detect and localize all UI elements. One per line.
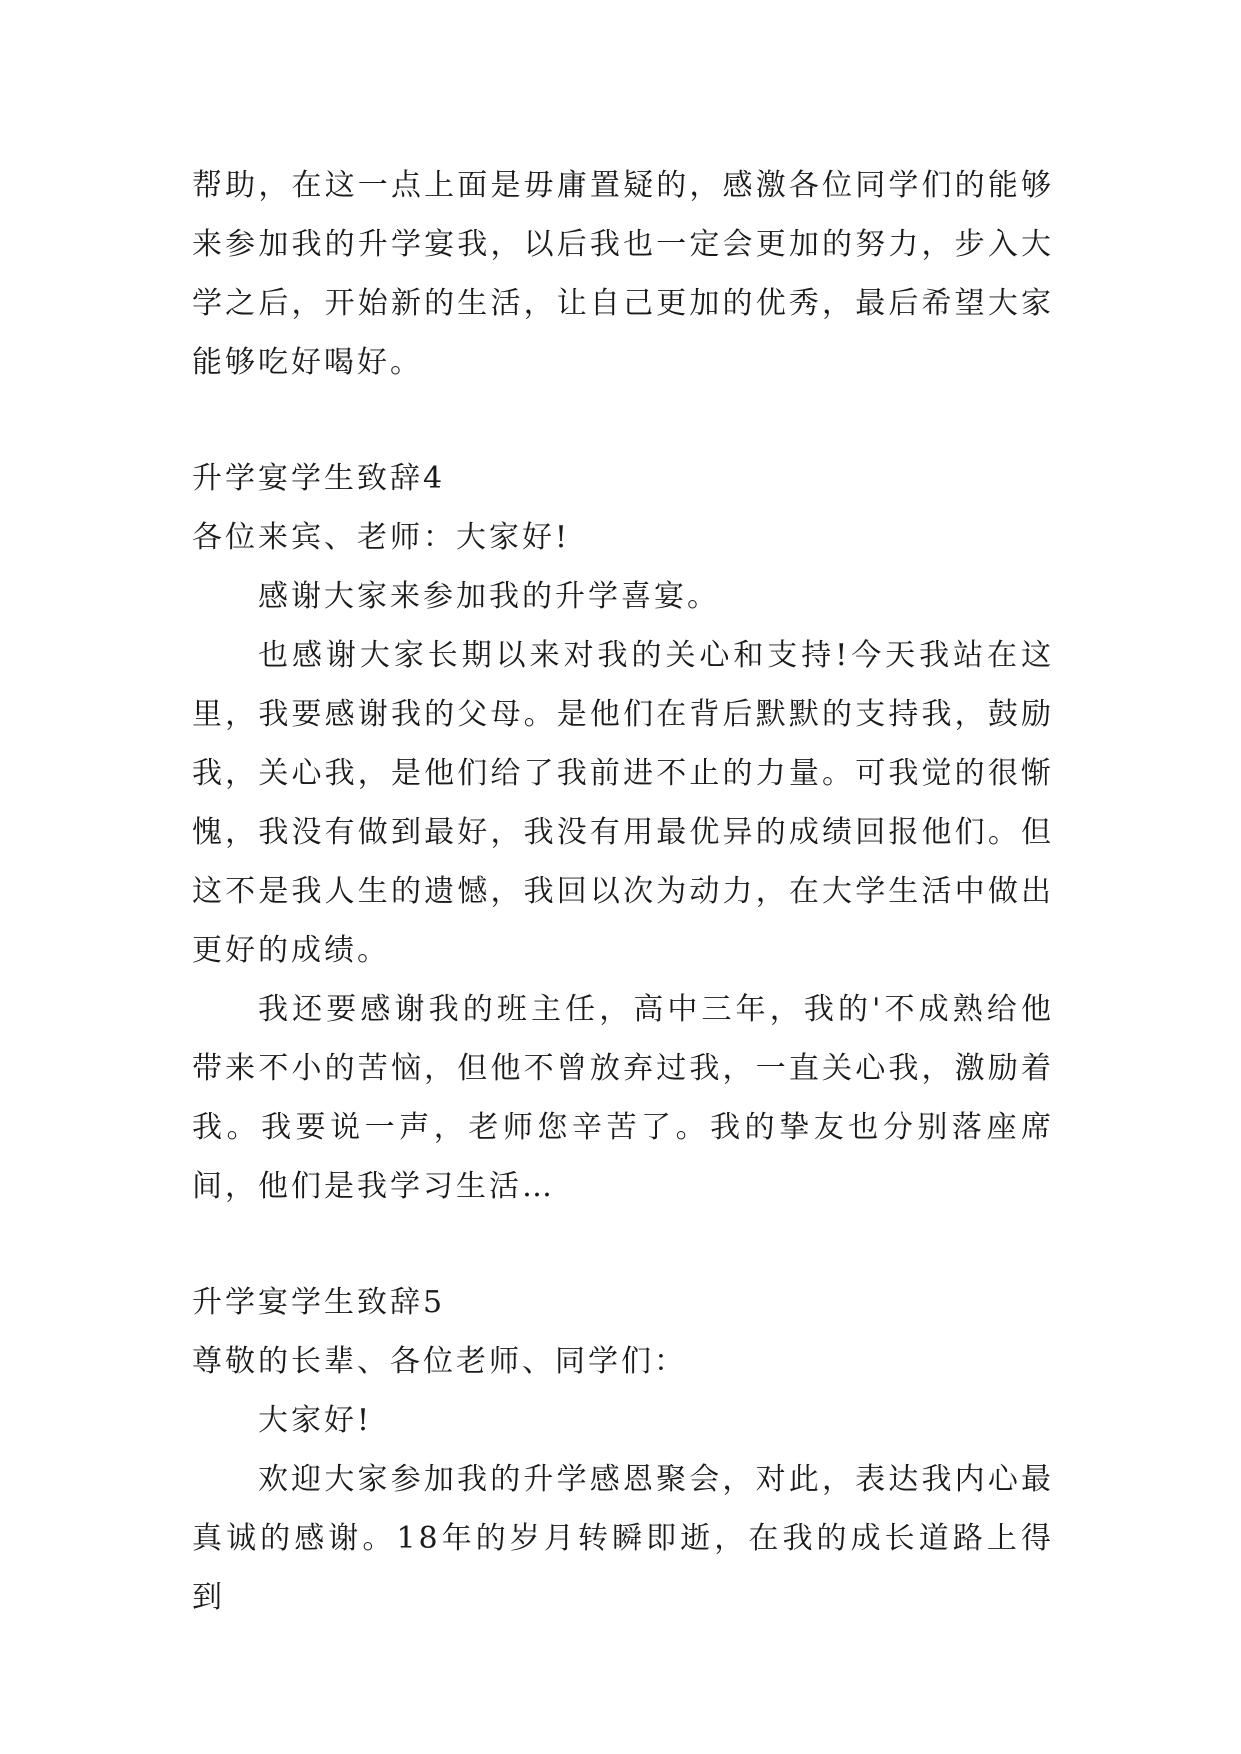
- intro-paragraph: 帮助，在这一点上面是毋庸置疑的，感激各位同学们的能够来参加我的升学宴我，以后我也一定会更加的努力，步入大学之后，开始新的生活，让自己更加的优秀，最后希望大家能够吃好喝好。: [192, 168, 1054, 380]
- section-5-paragraph: 欢迎大家参加我的升学感恩聚会，对此，表达我内心最真诚的感谢。18年的岁月转瞬即逝，在我的成长道路上得到: [192, 1462, 1054, 1615]
- section-5-paragraph: 大家好!: [258, 1403, 373, 1438]
- section-4-salutation: 各位来宾、老师：大家好!: [192, 520, 571, 555]
- section-gap: [192, 392, 1054, 449]
- section-4-heading: 升学宴学生致辞4: [192, 461, 446, 496]
- section-4-paragraph: 也感谢大家长期以来对我的关心和支持!今天我站在这里，我要感谢我的父母。是他们在背后默默的支持我，鼓励我，关心我，是他们给了我前进不止的力量。可我觉的很惭愧，我没有做到最好，我没有用最优异的成绩回报他们。但这不是我人生的遗憾，我回以次为动力，在大学生活中做出更好的成绩。: [192, 638, 1054, 968]
- section-gap: [192, 1216, 1054, 1273]
- document-body: [192, 156, 1054, 1627]
- section-5-salutation: 尊敬的长辈、各位老师、同学们：: [192, 1344, 687, 1379]
- section-4-paragraph: 感谢大家来参加我的升学喜宴。: [258, 579, 720, 614]
- section-4-paragraph: 我还要感谢我的班主任，高中三年，我的'不成熟给他带来不小的苦恼，但他不曾放弃过我，一直关心我，激励着我。我要说一声，老师您辛苦了。我的挚友也分别落座席间，他们是我学习生活…: [192, 992, 1054, 1204]
- section-5-heading: 升学宴学生致辞5: [192, 1285, 446, 1320]
